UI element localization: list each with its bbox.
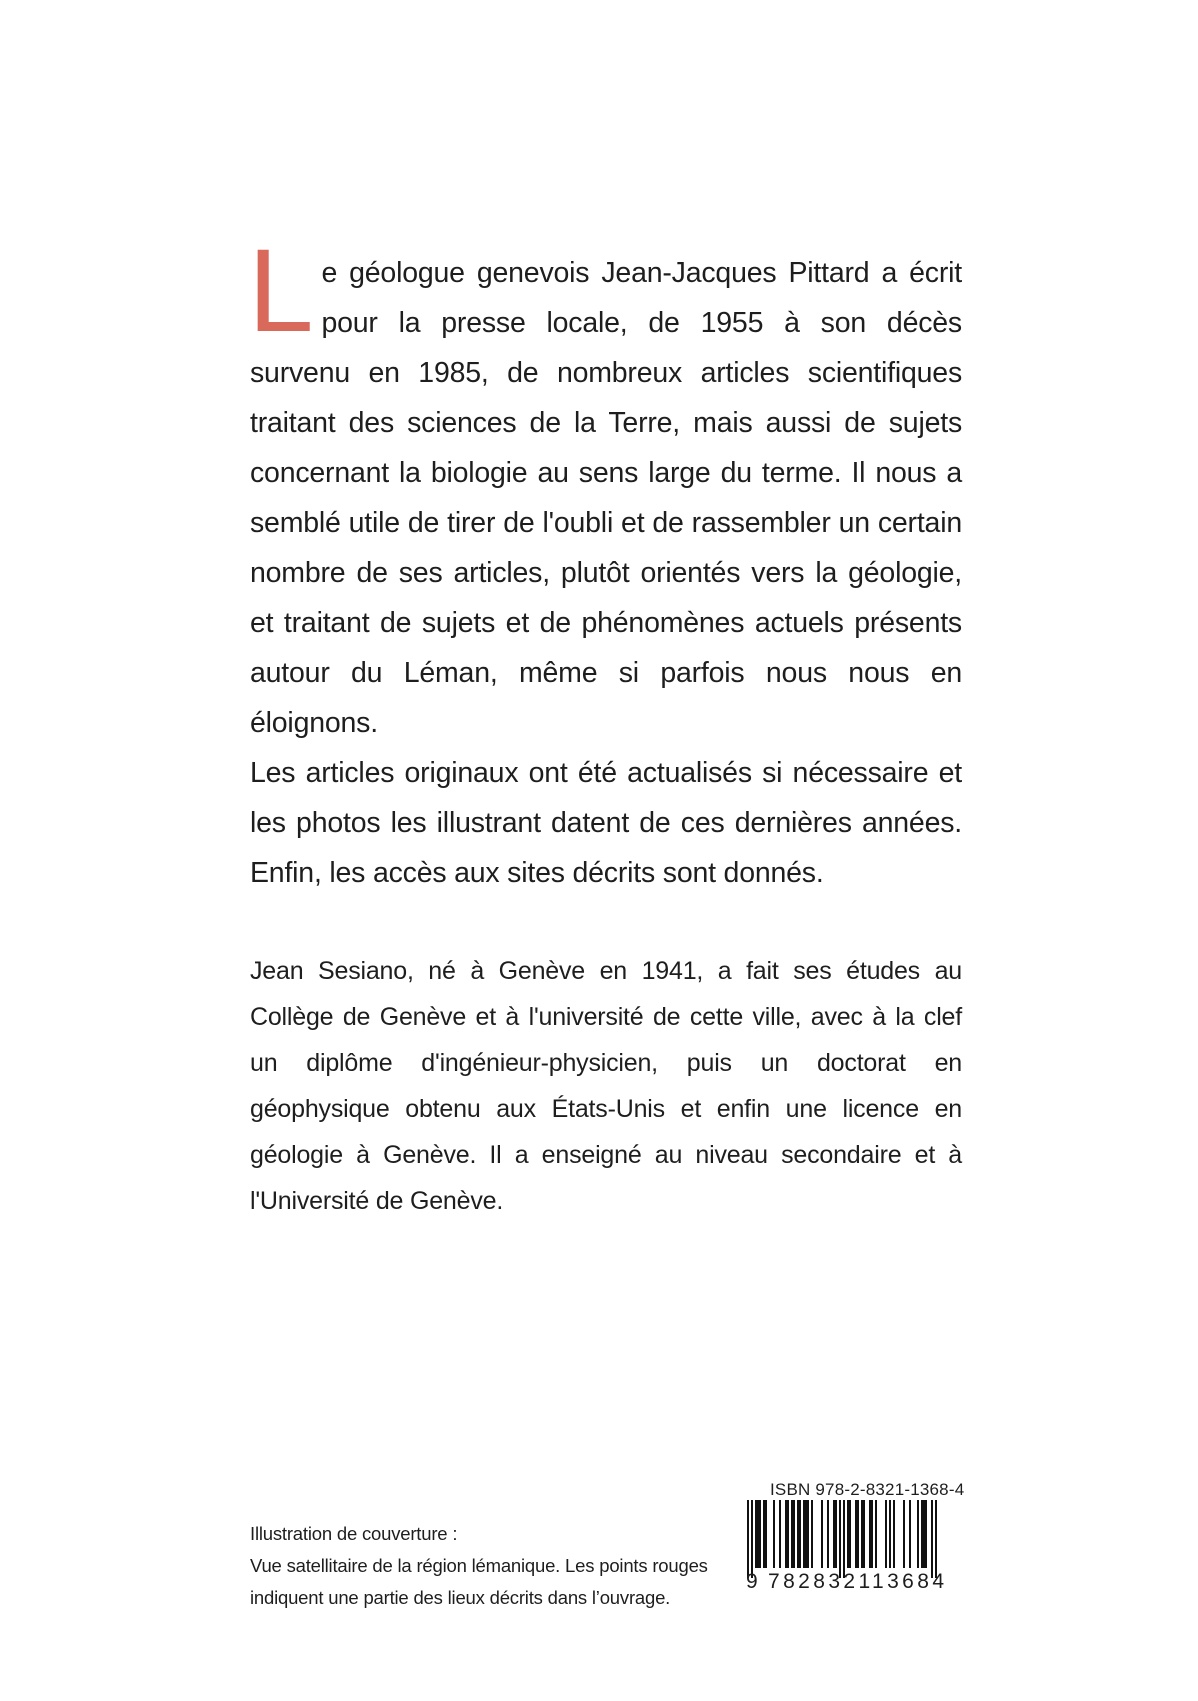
barcode-bar-28 (931, 1500, 933, 1578)
barcode-bar-0 (747, 1500, 749, 1578)
author-bio (250, 948, 962, 1224)
ean-first-digit: 9 (746, 1570, 758, 1593)
barcode-bar-13 (833, 1500, 837, 1568)
cover-illustration-caption (250, 1518, 730, 1614)
barcode-bar-2 (755, 1500, 761, 1568)
caption-line-1: Vue satellitaire de la région lémanique. Les points rouges (250, 1555, 708, 1576)
blurb-paragraph-2: Les articles originaux ont été actualisés si nécessaire et les photos les illustrant datent de ces dernières années. Enfin, les accès aux sites décrits sont donnés. (250, 757, 962, 889)
blurb-paragraph-1 (248, 225, 962, 748)
caption-line-2: indiquent une partie des lieux décrits dans l’ouvrage. (250, 1587, 671, 1608)
barcode-bar-5 (779, 1500, 781, 1568)
barcode-bar-7 (791, 1500, 795, 1568)
barcode-bar-14 (839, 1500, 841, 1578)
barcode-bar-20 (875, 1500, 877, 1568)
barcode-bar-6 (785, 1500, 789, 1568)
barcode-bar-9 (803, 1500, 809, 1568)
isbn-label: ISBN 978-2-8321-1368-4 (770, 1480, 965, 1499)
barcode-icon (746, 1500, 956, 1578)
barcode-bar-24 (903, 1500, 905, 1568)
barcode-bar-18 (861, 1500, 865, 1568)
barcode-bar-1 (751, 1500, 753, 1578)
caption-title: Illustration de couverture : (250, 1523, 458, 1544)
barcode-bar-23 (893, 1500, 895, 1568)
author-bio-text: Jean Sesiano, né à Genève en 1941, a fait ses études au Collège de Genève et à l'université de cette ville, avec à la clef un diplôme d'ingénieur-physicien, puis un doctorat en géophysique obtenu aux États-Unis et enfin une licence en géologie à Genève. Il a enseigné au niveau secondaire et à l'Université de Genève. (250, 957, 962, 1215)
barcode-bar-4 (773, 1500, 775, 1568)
barcode-bar-12 (827, 1500, 829, 1568)
ean-digits: 782832113684 (768, 1570, 948, 1593)
barcode-bar-22 (889, 1500, 891, 1568)
barcode-bar-21 (885, 1500, 887, 1568)
barcode-bar-11 (821, 1500, 823, 1568)
barcode-bar-26 (917, 1500, 919, 1568)
isbn-barcode-block (720, 1480, 965, 1600)
barcode-bar-3 (763, 1500, 767, 1568)
drop-cap: L (248, 225, 314, 357)
back-cover-blurb (248, 225, 962, 898)
barcode-bar-10 (811, 1500, 813, 1568)
blurb-paragraph-1-text: e géologue genevois Jean-Jacques Pittard a écrit pour la presse locale, de 1955 à son décès survenu en 1985, de nombreux articles scientifiques traitant des sciences de la Terre, mais aussi de sujets concernant la biologie au sens large du terme. Il nous a semblé utile de tirer de l'oubli et de rassembler un certain nombre de ses articles, plutôt orientés vers la géologie, et traitant de sujets et de phénomènes actuels présents autour du Léman, même si parfois nous nous en éloignons. (250, 257, 962, 739)
barcode-bar-27 (921, 1500, 927, 1568)
barcode-bar-8 (797, 1500, 801, 1568)
barcode-bar-25 (909, 1500, 911, 1568)
barcode-bar-16 (847, 1500, 851, 1568)
barcode-bar-19 (869, 1500, 873, 1568)
barcode-bar-15 (843, 1500, 845, 1578)
barcode-bar-17 (855, 1500, 859, 1568)
barcode-bar-29 (935, 1500, 937, 1578)
